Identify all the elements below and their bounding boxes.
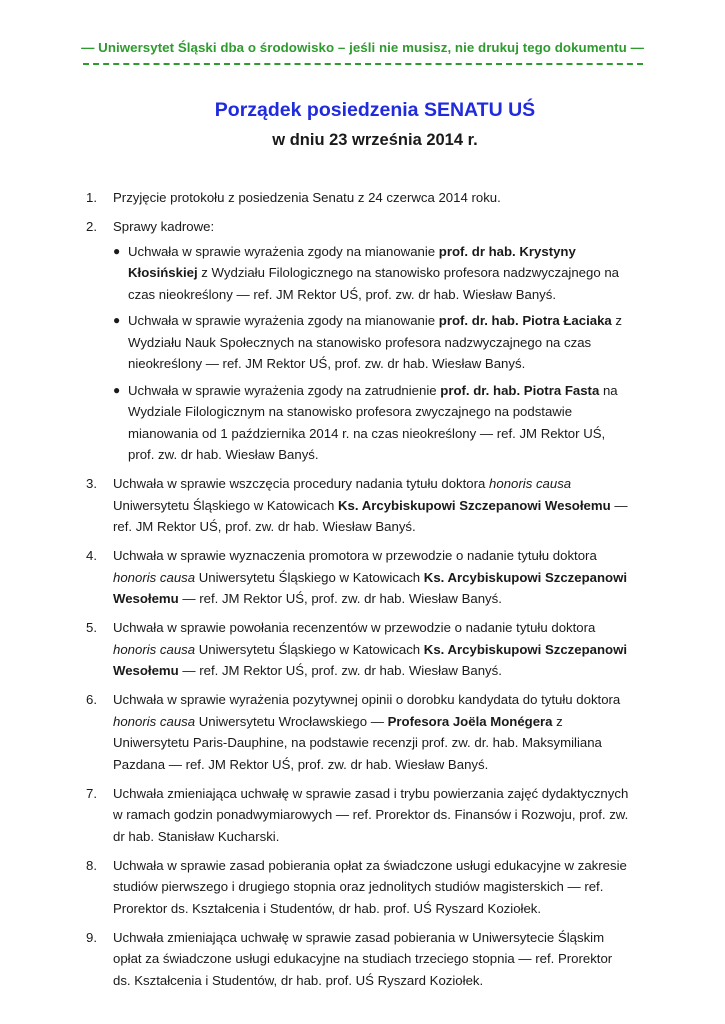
item-number: 1. <box>86 190 97 205</box>
agenda-item-5 <box>0 617 633 682</box>
agenda-item-4 <box>0 545 633 610</box>
item-text: Uchwała w sprawie wyznaczenia promotora w przewodzie o nadanie tytułu doktora <box>113 548 597 563</box>
item-text-mid: Uniwersytetu Śląskiego w Katowicach <box>195 641 424 657</box>
subitem-text-rest: z Wydziału Filologicznego na stanowisko profesora nadzwyczajnego na czas nieokreślony — ref. JM Rektor UŚ, prof. zw. dr hab. Wiesław Banyś. <box>128 265 620 302</box>
bullet-icon: ● <box>113 243 121 258</box>
item-number: 9. <box>86 929 97 945</box>
item-text: Uchwała zmieniająca uchwałę w sprawie zasad pobierania w Uniwersytecie Śląskim opłat za świadczone usługi edukacyjne na studiach trzeciego stopnia — ref. Prorektor ds. Kształcenia i Studentów, dr hab. prof. UŚ Ryszard Koziołek. <box>113 929 613 988</box>
item-latin-phrase: honoris causa <box>113 569 196 585</box>
agenda-item-2 <box>0 216 633 466</box>
item-latin-phrase: honoris causa <box>113 641 196 657</box>
personnel-subitem-2 <box>113 310 633 375</box>
item-text-rest: — ref. JM Rektor UŚ, prof. zw. dr hab. Wiesław Banyś. <box>178 591 502 606</box>
item-person: Ks. Arcybiskupowi Szczepanowi Wesołemu <box>338 497 611 513</box>
item-latin-phrase: honoris causa <box>489 476 572 491</box>
item-number: 8. <box>86 857 97 873</box>
personnel-subitem-1 <box>113 241 633 306</box>
subitem-text-rest: z Wydziału Nauk Społecznych na stanowisko profesora nadzwyczajnego na czas nieokreślony — ref. JM Rektor UŚ, prof. zw. dr hab. Wiesław Banyś. <box>128 313 623 371</box>
item-number: 2. <box>86 219 97 234</box>
item-number: 7. <box>86 785 97 801</box>
item-text: Uchwała zmieniająca uchwałę w sprawie zasad i trybu powierzania zajęć dydaktycznych w ramach godzin ponadwymiarowych — ref. Prorektor ds. Finansów i Rozwoju, prof. zw. dr hab. Stanisław Kucharski. <box>113 785 629 844</box>
item-text: Uchwała w sprawie powołania recenzentów w przewodzie o nadanie tytułu doktora <box>113 620 596 635</box>
item-text-rest: — ref. JM Rektor UŚ, prof. zw. dr hab. Wiesław Banyś. <box>178 663 502 678</box>
bullet-icon: ● <box>113 382 121 397</box>
item-text-rest: z Uniwersytetu Paris-Dauphine, na podstawie recenzji prof. zw. dr. hab. Maksymiliana Pazdana — ref. JM Rektor UŚ, prof. zw. dr hab. Wiesław Banyś. <box>113 713 602 772</box>
item-person: Profesora Joëla Monégera <box>387 713 553 729</box>
subitem-person: prof. dr. hab. Piotra Fasta <box>440 382 600 398</box>
eco-divider <box>83 63 643 65</box>
agenda-item-7 <box>0 783 633 848</box>
agenda-list <box>0 187 725 999</box>
agenda-item-8 <box>0 855 633 920</box>
eco-banner: — Uniwersytet Śląski dba o środowisko – jeśli nie musisz, nie drukuj tego dokumentu — <box>81 40 644 55</box>
agenda-item-6 <box>0 689 633 775</box>
item-number: 4. <box>86 548 97 563</box>
page-title: Porządek posiedzenia SENATU UŚ <box>214 99 536 121</box>
personnel-subitem-3 <box>113 380 633 466</box>
subitem-person: prof. dr. hab. Piotra Łaciaka <box>438 313 612 328</box>
subitem-text: Uchwała w sprawie wyrażenia zgody na zatrudnienie <box>128 382 441 398</box>
agenda-item-3 <box>0 473 633 538</box>
subitem-text: Uchwała w sprawie wyrażenia zgody na mianowanie <box>128 243 439 259</box>
subitem-text: Uchwała w sprawie wyrażenia zgody na mianowanie <box>128 313 439 328</box>
item-text-mid: Uniwersytetu Śląskiego w Katowicach <box>113 497 339 513</box>
item-text: Przyjęcie protokołu z posiedzenia Senatu z 24 czerwca 2014 roku. <box>113 190 501 205</box>
item-number: 6. <box>86 692 97 707</box>
item-text-mid: Uniwersytetu Wrocławskiego — <box>195 713 388 729</box>
item-latin-phrase: honoris causa <box>113 713 196 729</box>
item-person: Ks. Arcybiskupowi Szczepanowi Wesołemu <box>113 641 628 678</box>
page-subtitle: w dniu 23 września 2014 r. <box>272 131 478 149</box>
item-text: Uchwała w sprawie wyrażenia pozytywnej opinii o dorobku kandydata do tytułu doktora <box>113 692 621 707</box>
item-text-rest: — ref. JM Rektor UŚ, prof. zw. dr hab. Wiesław Banyś. <box>113 497 628 534</box>
item-person: Ks. Arcybiskupowi Szczepanowi Wesołemu <box>113 569 628 606</box>
bullet-icon: ● <box>113 313 121 327</box>
subitem-person: prof. dr hab. Krystyny Kłosińskiej <box>128 243 576 280</box>
item-text: Uchwała w sprawie wszczęcia procedury nadania tytułu doktora <box>113 476 490 491</box>
subitem-text-rest: na Wydziale Filologicznym na stanowisko profesora zwyczajnego na podstawie mianowania od 1 października 2014 r. na czas nieokreślony — ref. JM Rektor UŚ, prof. zw. dr hab. Wiesław Banyś. <box>128 382 618 462</box>
item-number: 5. <box>86 620 97 635</box>
item-text: Uchwała w sprawie zasad pobierania opłat za świadczone usługi edukacyjne w zakresie studiów pierwszego i drugiego stopnia oraz jednolitych studiów magisterskich — ref. Prorektor ds. Kształcenia i Studentów, dr hab. prof. UŚ Ryszard Koziołek. <box>113 857 627 916</box>
item-text-mid: Uniwersytetu Śląskiego w Katowicach <box>195 569 424 585</box>
agenda-item-9 <box>0 927 633 992</box>
item-number: 3. <box>86 476 97 491</box>
agenda-item-1 <box>0 187 633 209</box>
item-text: Sprawy kadrowe: <box>113 219 215 234</box>
personnel-sublist <box>113 241 633 466</box>
